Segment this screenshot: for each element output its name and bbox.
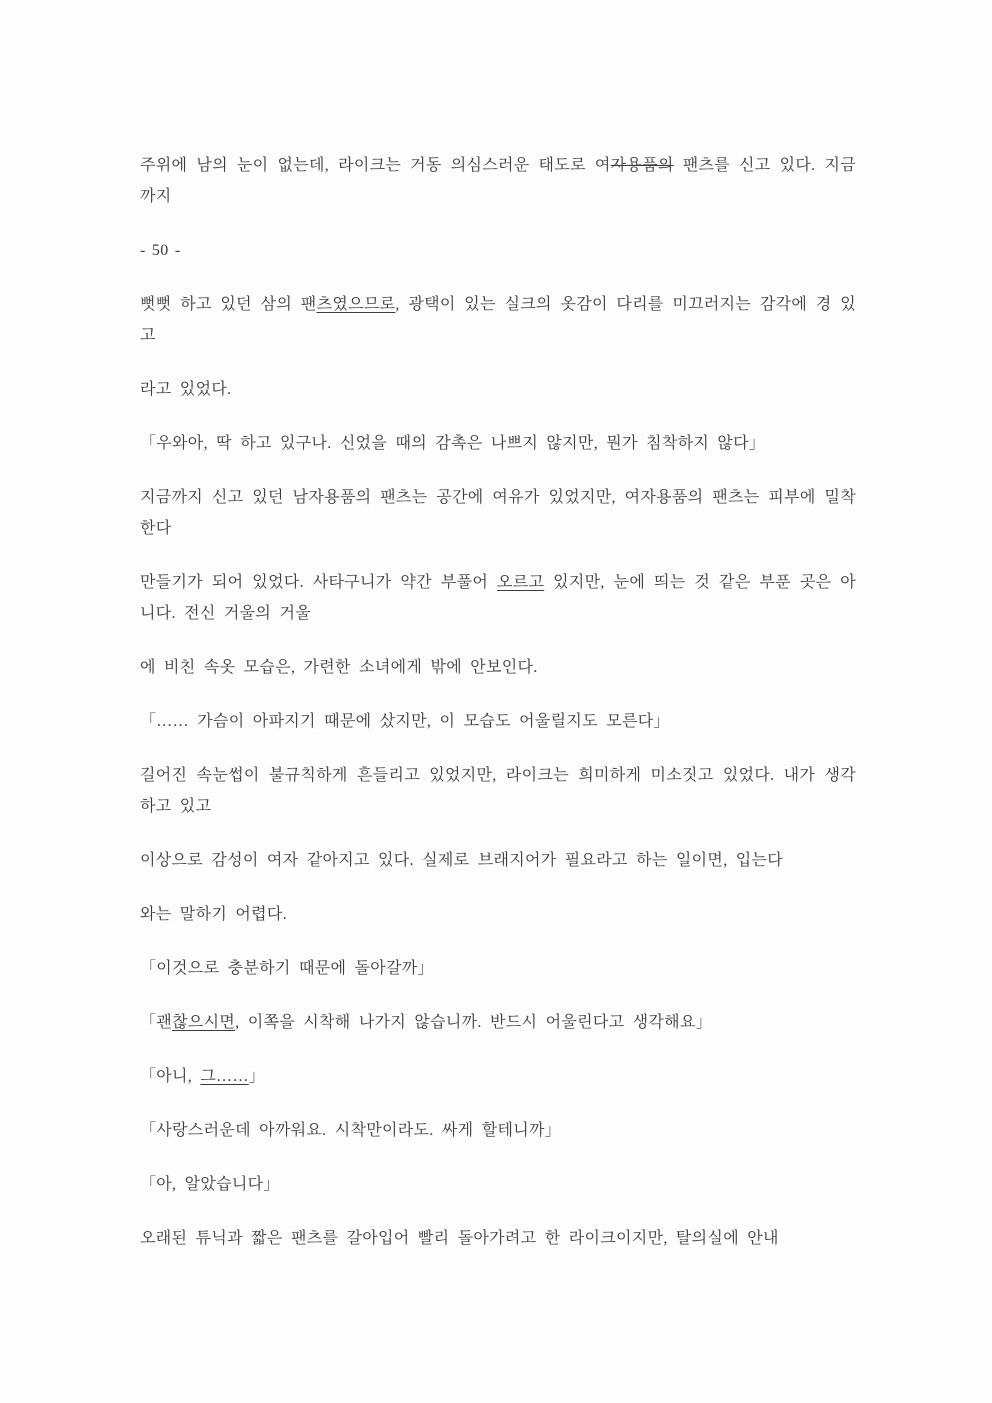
text-run: , 이쪽을 시착해 나가지 않습니까. 반드시 어울린다고 생각해요」 <box>235 1014 712 1031</box>
text-run: 만들기가 되어 있었다. 사타구니가 약간 부풀어 <box>140 574 497 591</box>
text-run: 「아니, <box>140 1068 201 1085</box>
paragraph <box>140 706 856 737</box>
text-run: 에 비친 속옷 모습은, 가련한 소녀에게 밖에 안보인다. <box>140 659 538 676</box>
text-run: 「우와아, 딱 하고 있구나. 신었을 때의 감촉은 나쁘지 않지만, 뭔가 침착하지 않다」 <box>140 435 766 452</box>
text-run: 「이것으로 충분하기 때문에 돌아갈까」 <box>140 960 434 977</box>
underlined-text-run: 츠였으므로 <box>316 296 396 313</box>
text-run: 지금까지 신고 있던 남자용품의 팬츠는 공간에 여유가 있었지만, 여자용품의 팬츠는 피부에 밀착한다 <box>140 489 856 537</box>
text-run: 「아, 알았습니다」 <box>140 1176 280 1193</box>
text-run: 뻣뻣 하고 있던 삼의 팬 <box>140 296 317 313</box>
paragraph <box>140 760 856 822</box>
underlined-text-run: 오르고 <box>496 574 545 591</box>
text-run: 팬츠를 신고 있다. 지금까지 <box>140 157 856 205</box>
text-run: 와는 말하기 어렵다. <box>140 906 287 923</box>
paragraph <box>140 374 856 405</box>
text-run: 오래된 튜닉과 짧은 팬츠를 갈아입어 빨리 돌아가려고 한 라이크이지만, 탈의실에 안내 <box>140 1230 779 1247</box>
paragraph <box>140 845 856 876</box>
paragraph <box>140 428 856 459</box>
page-number <box>140 235 856 266</box>
paragraph <box>140 1223 856 1254</box>
text-run: - 50 - <box>140 242 181 259</box>
paragraph <box>140 150 856 212</box>
paragraph <box>140 899 856 930</box>
paragraph <box>140 1007 856 1038</box>
paragraph <box>140 1061 856 1092</box>
text-run: 길어진 속눈썹이 불규칙하게 흔들리고 있었지만, 라이크는 희미하게 미소짓고 있었다. 내가 생각하고 있고 <box>140 767 856 815</box>
strikethrough-text-run: 자용품의 <box>610 157 674 174</box>
paragraph <box>140 482 856 544</box>
paragraph <box>140 953 856 984</box>
text-run: , 광택이 있는 실크의 옷감이 다리를 미끄러지는 감각에 경 있고 <box>140 296 856 344</box>
text-run: 이상으로 감성이 여자 같아지고 있다. 실제로 브래지어가 필요라고 하는 일이면, 입는다 <box>140 852 784 869</box>
text-run: 라고 있었다. <box>140 381 232 398</box>
text-run: 주위에 남의 눈이 없는데, 라이크는 거동 의심스러운 태도로 여 <box>140 157 611 174</box>
text-run: 「사랑스러운데 아까워요. 시착만이라도. 싸게 할테니까」 <box>140 1122 562 1139</box>
text-run: 「…… 가슴이 아파지기 때문에 샀지만, 이 모습도 어울릴지도 모른다」 <box>140 713 670 730</box>
document-body <box>140 150 856 1277</box>
paragraph <box>140 652 856 683</box>
paragraph <box>140 1169 856 1200</box>
text-run: 있지만, 눈에 띄는 것 같은 부푼 곳은 아니다. 전신 거울의 거울 <box>140 574 856 622</box>
paragraph <box>140 289 856 351</box>
text-run: 」 <box>248 1068 266 1085</box>
underlined-text-run: 그…… <box>200 1068 249 1085</box>
text-run: 「괜 <box>140 1014 173 1031</box>
underlined-text-run: 찮으시면 <box>172 1014 236 1031</box>
paragraph <box>140 1115 856 1146</box>
paragraph <box>140 567 856 629</box>
